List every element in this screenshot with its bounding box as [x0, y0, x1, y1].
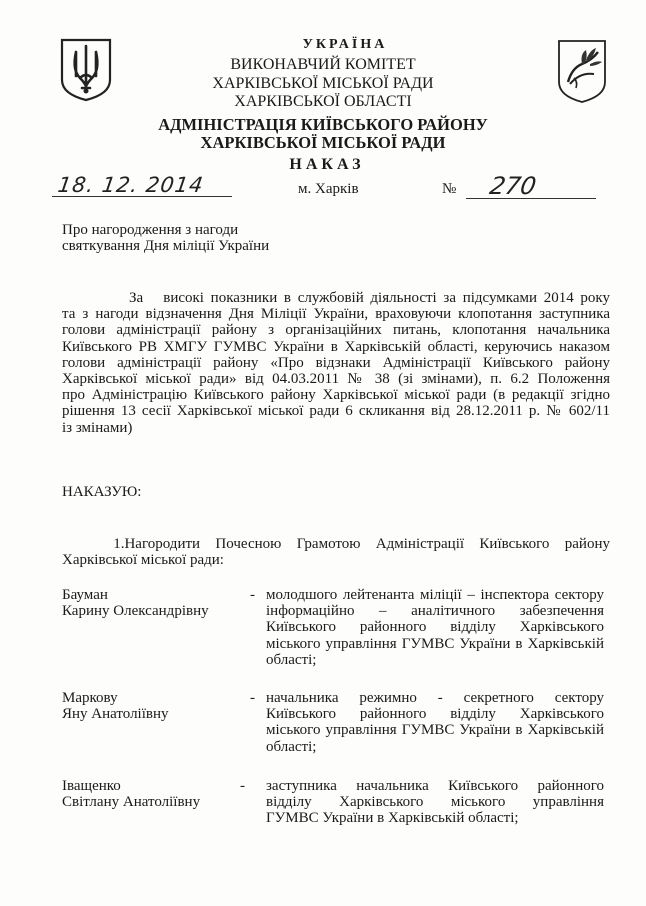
item-1-line: Харківської міської ради:	[62, 552, 224, 569]
recipient-surname: Іващенко	[62, 778, 121, 794]
date-underline	[52, 196, 232, 197]
position-line: ГУМВС України в Харківській області;	[266, 810, 519, 827]
document-type-title: НАКАЗ	[289, 156, 365, 173]
recipient-surname: Бауман	[62, 587, 108, 603]
preamble-line: із змінами)	[62, 419, 133, 436]
header-city-council: ХАРКІВСЬКОЇ МІСЬКОЇ РАДИ	[212, 75, 434, 92]
preamble-line: про Адміністрацію Київського району Харківської міської ради (в редакції згідно	[62, 387, 610, 404]
header-administration-council: ХАРКІВСЬКОЇ МІСЬКОЇ РАДИ	[200, 133, 446, 152]
preamble-line: рішення 13 сесії Харківської міської ради 6 скликання від 28.12.2011 р. № 602/11	[62, 403, 610, 420]
recipient-position	[266, 778, 604, 827]
handwritten-order-number: 270	[487, 172, 539, 200]
preamble-paragraph	[62, 290, 610, 436]
position-line: Київського районного відділу Харківського	[266, 706, 604, 723]
recipient-name	[62, 778, 200, 810]
preamble-line: Харківської міської ради» від 04.03.2011 № 38 (зі змінами), п. 6.2 Положення	[62, 370, 610, 387]
item-1-line: 1.Нагородити Почесною Грамотою Адміністрації Київського району	[62, 536, 610, 552]
recipient-name	[62, 587, 209, 619]
preamble-line: голови адміністрації району «Про відзнаки Адміністрації Київського району	[62, 354, 610, 371]
number-underline	[466, 198, 596, 199]
position-line: міського управління ГУМВС України в Харківській	[266, 722, 604, 739]
recipient-dash: -	[250, 690, 255, 706]
recipient-surname: Маркову	[62, 690, 118, 706]
header-country: УКРАЇНА	[302, 37, 388, 52]
recipient-given-name: Карину Олександрівну	[62, 603, 209, 620]
preamble-line: голови адміністрації району з організаційних питань, клопотання начальника	[62, 322, 610, 339]
recipient-dash: -	[250, 587, 255, 603]
position-line: міського управління ГУМВС України в Харківській	[266, 635, 604, 652]
header-executive-committee: ВИКОНАВЧИЙ КОМІТЕТ	[230, 56, 416, 73]
subject-block	[62, 222, 362, 254]
city-label: м. Харків	[298, 181, 359, 197]
preamble-line: За високі показники в службовій діяльності за підсумками 2014 року	[62, 290, 610, 306]
position-line: начальника режимно - секретного сектору	[266, 690, 604, 706]
position-line: області;	[266, 651, 317, 668]
preamble-line: та з нагоди відзначення Дня Міліції України, враховуючи клопотання заступника	[62, 306, 610, 323]
recipient-position	[266, 587, 604, 668]
position-line: інформаційно – аналітичного забезпечення	[266, 603, 604, 620]
subject-line: Про нагородження з нагоди	[62, 222, 239, 238]
preamble-line: Київського РВ ХМГУ ГУМВС України в Харківській області, керуючись наказом	[62, 338, 610, 355]
recipient-position	[266, 690, 604, 755]
recipient-given-name: Яну Анатоліївну	[62, 706, 169, 723]
handwritten-date: 18. 12. 2014	[56, 173, 206, 197]
recipient-given-name: Світлану Анатоліївну	[62, 794, 201, 811]
decree-word: НАКАЗУЮ:	[62, 484, 142, 500]
subject-line: святкування Дня міліції України	[62, 238, 270, 255]
recipient-dash: -	[240, 778, 245, 794]
header-region: ХАРКІВСЬКОЇ ОБЛАСТІ	[234, 93, 412, 110]
position-line: області;	[266, 738, 317, 755]
position-line: молодшого лейтенанта міліції – інспектора сектору	[266, 587, 604, 603]
item-1-paragraph	[62, 536, 610, 568]
position-line: заступника начальника Київського районного	[266, 778, 604, 794]
header-administration: АДМІНІСТРАЦІЯ КИЇВСЬКОГО РАЙОНУ	[158, 115, 488, 134]
position-line: відділу Харківського міського управління	[266, 794, 604, 811]
number-sign: №	[442, 181, 457, 197]
recipient-name	[62, 690, 169, 722]
position-line: Київського районного відділу Харківського	[266, 619, 604, 636]
